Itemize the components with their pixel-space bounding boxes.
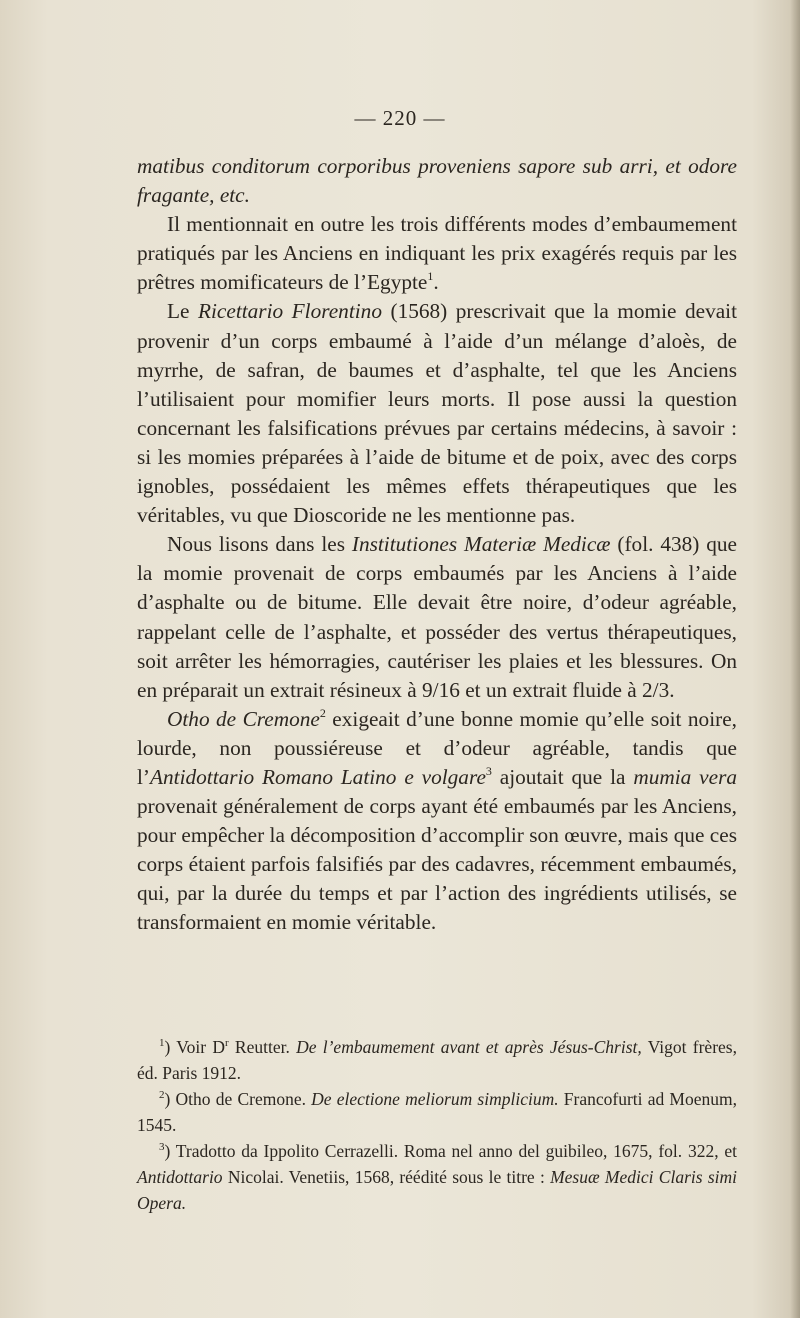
text-run: provenait généralement de corps ayant été embaumés par les Anciens, pour empêcher la décomposition d’accomplir son œuvre, mais que ces corps étaient parfois falsifiés par des cadavres, récemment embaumés, qui, par la durée du temps et par l’action des ingrédients utilisés, se transformaient en momie véritable.	[137, 794, 737, 935]
italic-text: mumia vera	[633, 764, 738, 789]
italic-text: Institutiones Materiæ Medicæ	[351, 532, 611, 557]
text-run: ) Voir D	[164, 1037, 225, 1057]
text-run: ) Otho de Cremone.	[164, 1089, 312, 1109]
text-run: ) Tradotto da Ippolito Cerrazelli. Roma nel anno del guibileo, 1675, fol. 322, et	[164, 1141, 737, 1161]
text-run: Francofurti ad Moenum, 1545.	[137, 1089, 737, 1135]
text-run: Vigot frères, éd. Paris 1912.	[137, 1037, 737, 1083]
text-run: (1568) prescrivait que la momie devait provenir d’un corps embaumé à l’aide d’un mélange d’aloès, de myrrhe, de safran, de baumes et d’asphalte, tel que les Anciens l’utilisaient pour momifier leurs morts. Il pose aussi la question concernant les falsifications prévues par certains médecins, à savoir : si les momies préparées à l’aide de bitume et de poix, avec des corps ignobles, possédaient les mêmes effets thérapeutiques que les véritables, vu que Dioscoride ne les mentionne pas.	[137, 299, 737, 528]
paragraph	[137, 210, 737, 297]
text-run: Nous lisons dans les	[167, 532, 352, 557]
italic-text: De l’embaumement avant et après Jésus-Christ,	[296, 1037, 642, 1057]
main-text	[137, 152, 737, 938]
italic-text: Ricettario Florentino	[197, 299, 382, 324]
text-run: (fol. 438) que la momie provenait de corps embaumés par les Anciens à l’aide d’asphalte ou de bitume. Elle devait être noire, d’odeur agréable, rappelant celle de l’asphalte, et posséder des vertus thérapeutiques, soit arrêter les hémorragies, cautériser les plaies et les blessures. On en préparait un extrait résineux à 9/16 et un extrait fluide à 2/3.	[137, 532, 737, 702]
italic-text: Antidottario Romano Latino e volgare	[150, 764, 486, 789]
text-run: .	[433, 270, 439, 295]
text-run: Nicolai. Venetiis, 1568, réédité sous le titre :	[222, 1167, 551, 1187]
note-reference: 1	[159, 1037, 165, 1049]
page-number: — 220 —	[354, 106, 446, 130]
italic-text: Otho de Cremone	[167, 706, 320, 731]
paragraph	[137, 705, 737, 938]
text-run: ajoutait que la	[491, 764, 634, 789]
note-reference: r	[224, 1037, 229, 1049]
note-reference: 1	[427, 269, 434, 284]
footnotes	[137, 1034, 737, 1216]
italic-text: De electione meliorum simplicium.	[311, 1089, 559, 1109]
note-reference: 2	[319, 705, 326, 720]
note-reference: 3	[159, 1141, 165, 1153]
italic-text: Antidottario	[137, 1167, 223, 1187]
italic-text: matibus conditorum corporibus proveniens sapore sub arri, et odore fragante, etc.	[137, 154, 737, 208]
footnote	[137, 1034, 737, 1086]
paragraph	[137, 530, 737, 705]
paragraph	[137, 152, 737, 210]
note-reference: 3	[485, 763, 492, 778]
text-run: Il mentionnait en outre les trois différents modes d’embaumement pratiqués par les Anciens en indiquant les prix exagérés requis par les prêtres momificateurs de l’Egypte	[137, 212, 737, 295]
paragraph	[137, 297, 737, 530]
page-edge-shadow	[790, 0, 800, 1318]
footnote	[137, 1138, 737, 1216]
italic-text: Mesuæ Medici Claris simi Opera.	[137, 1167, 737, 1213]
text-run: Le	[167, 299, 198, 324]
footnote	[137, 1086, 737, 1138]
text-run: Reutter.	[228, 1037, 297, 1057]
text-run: exigeait d’une bonne momie qu’elle soit noire, lourde, non poussiéreuse et d’odeur agréable, tandis que l’	[137, 706, 737, 789]
note-reference: 2	[159, 1089, 165, 1101]
